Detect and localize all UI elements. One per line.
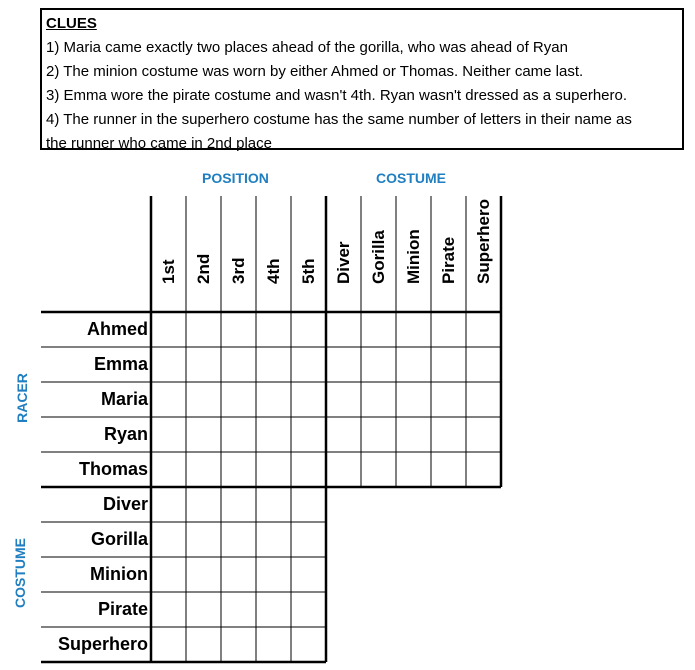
col-superhero: Superhero [473, 198, 493, 284]
row-gorilla: Gorilla [90, 529, 148, 549]
costume-side-label: COSTUME [12, 538, 28, 608]
col-pirate: Pirate [438, 236, 458, 284]
racer-side-label: RACER [14, 373, 30, 423]
row-ryan: Ryan [103, 424, 148, 444]
col-minion: Minion [403, 229, 423, 284]
col-1st: 1st [158, 259, 178, 284]
col-3rd: 3rd [228, 257, 248, 284]
row-thomas: Thomas [78, 459, 148, 479]
col-4th: 4th [263, 258, 283, 284]
col-2nd: 2nd [193, 253, 213, 284]
clue-1: 1) Maria came exactly two places ahead of the gorilla, who was ahead of Ryan [46, 39, 568, 56]
clue-2: 2) The minion costume was worn by either Ahmed or Thomas. Neither came last. [46, 63, 584, 80]
row-emma: Emma [93, 354, 148, 374]
row-superhero: Superhero [57, 634, 148, 654]
clue-3: 3) Emma wore the pirate costume and wasn't 4th. Ryan wasn't dressed as a superhero. [46, 87, 628, 104]
costume-header: COSTUME [376, 170, 446, 186]
col-diver: Diver [333, 241, 353, 284]
col-5th: 5th [298, 258, 318, 284]
col-gorilla: Gorilla [368, 230, 388, 284]
clue-4: 4) The runner in the superhero costume has the same number of letters in their name as [46, 111, 632, 128]
clue-4-continued: the runner who came in 2nd place [46, 135, 272, 152]
row-maria: Maria [100, 389, 148, 409]
row-ahmed: Ahmed [86, 319, 148, 339]
row-minion: Minion [90, 564, 148, 584]
position-header: POSITION [202, 170, 269, 186]
row-diver: Diver [102, 494, 148, 514]
clues-title: CLUES [46, 15, 97, 32]
row-pirate: Pirate [97, 599, 148, 619]
